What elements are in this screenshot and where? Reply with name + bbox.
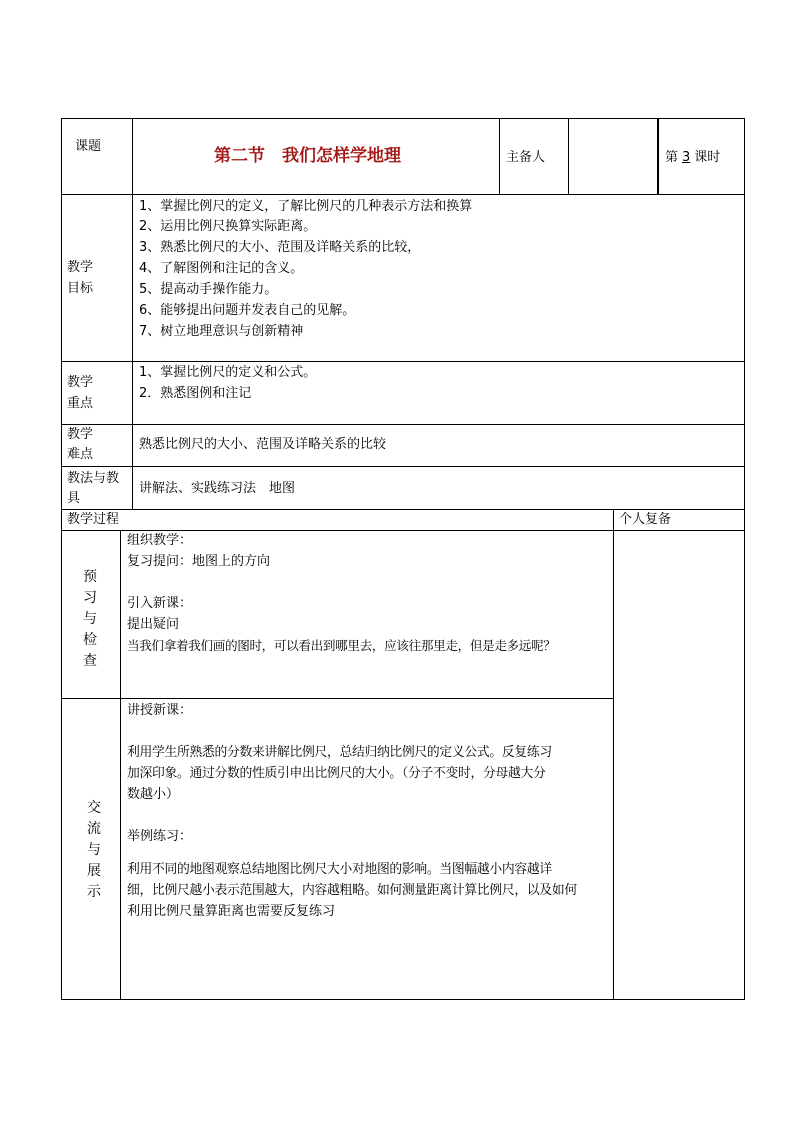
objective-item: 3、熟悉比例尺的大小、范围及详略关系的比较， — [139, 240, 421, 255]
preview-label-char: 习 — [83, 590, 97, 606]
objective-item: 1、掌握比例尺的定义，了解比例尺的几种表示方法和换算 — [139, 199, 473, 214]
exchange-line: 细，比例尺越小表示范围越大，内容越粗略。如何测量距离计算比例尺，以及如何 — [127, 883, 577, 898]
exchange-label-char: 交 — [87, 800, 101, 816]
exchange-line: 讲授新课： — [127, 703, 193, 718]
methods-label-line2: 具 — [67, 491, 81, 506]
exchange-label-char: 示 — [87, 884, 101, 900]
keypoints-label-cell — [61, 361, 133, 425]
preview-line: 提出疑问 — [127, 617, 180, 632]
methods-label-cell — [61, 466, 133, 510]
preparer-label: 主备人 — [506, 150, 546, 165]
personal-notes-header-cell — [613, 509, 745, 531]
lesson-title: 第二节 我们怎样学地理 — [214, 146, 401, 166]
period-suffix: 课时 — [694, 150, 721, 165]
subject-label: 课题 — [75, 139, 102, 154]
objectives-label-line2: 目标 — [67, 281, 94, 296]
methods-text: 讲解法、实践练习法 地图 — [139, 481, 296, 496]
methods-content-cell — [132, 466, 745, 510]
keypoints-label-line2: 重点 — [67, 396, 94, 411]
personal-notes-cell — [613, 530, 745, 1000]
difficulties-text: 熟悉比例尺的大小、范围及详略关系的比较 — [139, 437, 387, 452]
preview-content-cell — [120, 530, 614, 699]
preview-label-char: 预 — [83, 569, 97, 585]
period-text — [665, 148, 720, 169]
keypoint-item: 1、掌握比例尺的定义和公式。 — [139, 365, 317, 380]
period-cell — [658, 118, 745, 195]
preview-label-char: 查 — [83, 653, 97, 669]
preview-line: 组织教学： — [127, 533, 193, 548]
difficulties-label-line1: 教学 — [67, 427, 94, 442]
personal-notes-label: 个人复备 — [619, 512, 672, 527]
keypoints-content-cell — [132, 361, 745, 425]
objectives-label-cell — [61, 194, 133, 362]
keypoint-item: 2．熟悉图例和注记 — [139, 386, 252, 401]
exchange-line: 利用学生所熟悉的分数来讲解比例尺，总结归纳比例尺的定义公式。反复练习 — [127, 745, 552, 760]
preparer-value-cell — [568, 118, 658, 195]
exchange-line: 加深印象。通过分数的性质引申出比例尺的大小。（分子不变时，分母越大分 — [127, 766, 546, 781]
exchange-line: 数越小） — [127, 787, 180, 802]
difficulties-content-cell — [132, 424, 745, 467]
exchange-line: 举例练习： — [127, 829, 193, 844]
difficulties-label-line2: 难点 — [67, 447, 94, 462]
objective-item: 6、能够提出问题并发表自己的见解。 — [139, 303, 356, 318]
exchange-line: 利用比例尺量算距离也需要反复练习 — [127, 904, 336, 919]
preview-line: 引入新课： — [127, 596, 193, 611]
exchange-label-cell — [61, 698, 121, 1000]
preview-label-cell — [61, 530, 121, 699]
exchange-label-char: 流 — [87, 821, 101, 837]
period-number: 3 — [682, 150, 691, 165]
preview-label-char: 与 — [83, 611, 97, 627]
exchange-line: 利用不同的地图观察总结地图比例尺大小对地图的影响。当图幅越小内容越详 — [127, 862, 552, 877]
preview-line: 当我们拿着我们画的图时，可以看出到哪里去，应该往那里走，但是走多远呢？ — [127, 638, 556, 653]
objectives-label-line1: 教学 — [67, 260, 94, 275]
keypoints-label-line1: 教学 — [67, 375, 94, 390]
objective-item: 7、树立地理意识与创新精神 — [139, 324, 304, 339]
preview-line: 复习提问：地图上的方向 — [127, 554, 271, 569]
methods-label-line1: 教法与教 — [67, 471, 120, 486]
preview-label-char: 检 — [83, 632, 97, 648]
exchange-content-cell — [120, 698, 614, 1000]
title-cell — [132, 118, 500, 195]
difficulties-label-cell — [61, 424, 133, 467]
period-prefix: 第 — [665, 150, 679, 165]
objective-item: 4、了解图例和注记的含义。 — [139, 261, 304, 276]
process-label: 教学过程 — [67, 512, 120, 527]
objectives-content-cell — [132, 194, 745, 362]
subject-label-cell — [61, 118, 133, 195]
exchange-label-char: 与 — [87, 842, 101, 858]
objective-item: 5、提高动手操作能力。 — [139, 282, 278, 297]
preparer-label-cell — [499, 118, 569, 195]
objective-item: 2、运用比例尺换算实际距离。 — [139, 219, 317, 234]
process-label-cell — [61, 509, 614, 531]
exchange-label-char: 展 — [87, 863, 101, 879]
